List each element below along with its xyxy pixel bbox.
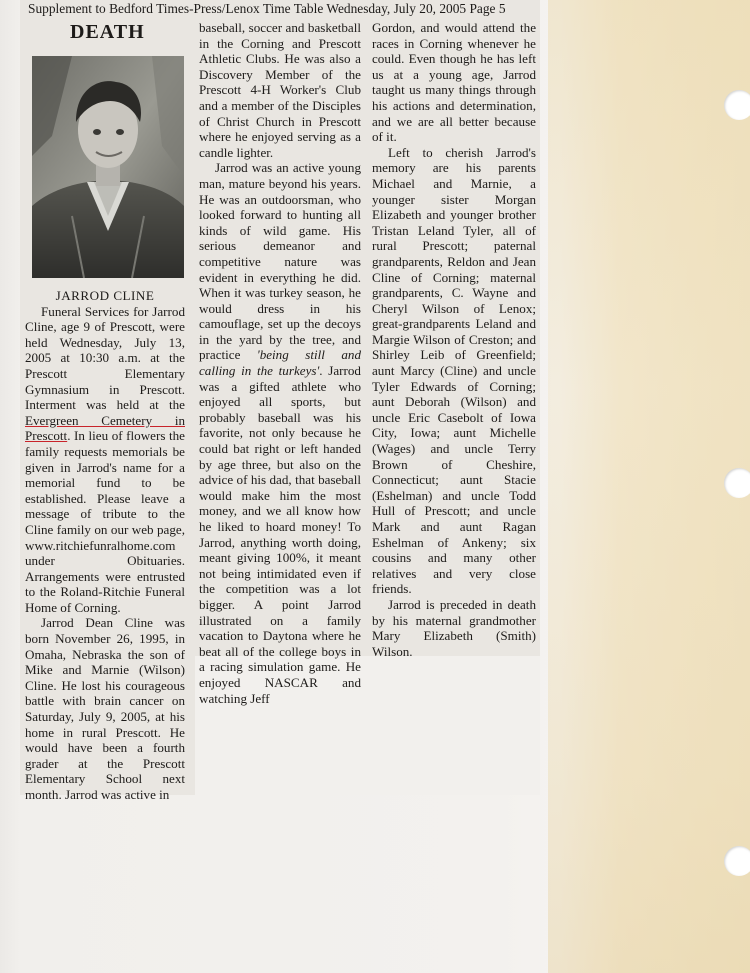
activities-paragraph: baseball, soccer and basketball in the Corning and Prescott Athletic Clubs. He was also a Discovery Member of the Prescott 4-H Worker's Club and a member of the Disciples of Christ Church in Prescott where he enjoyed serving as a candle lighter. bbox=[199, 20, 361, 160]
obituary-column-3 bbox=[372, 20, 536, 659]
punch-hole-top bbox=[724, 90, 750, 120]
punch-hole-middle bbox=[724, 468, 750, 498]
funeral-services-paragraph bbox=[25, 304, 185, 616]
obituary-column-1 bbox=[25, 288, 185, 803]
deceased-name: JARROD CLINE bbox=[55, 288, 155, 303]
punch-hole-bottom bbox=[724, 846, 750, 876]
newspaper-header: Supplement to Bedford Times-Press/Lenox Time Table Wednesday, July 20, 2005 Page 5 bbox=[28, 1, 506, 16]
funeral-text-b: . In lieu of flowers the family requests memorials be given in Jarrod's name for a memorial fund to be established. Please leave a message of tribute to the Cline family on our web page, www.ritchiefunralhome.com under Obituaries. Arrangements were entrusted to the Roland-Ritchie Funeral Home of Corning. bbox=[25, 428, 185, 615]
portrait-photo-icon bbox=[32, 56, 184, 278]
character-text-b: . Jarrod was a gifted athlete who enjoyed all sports, but probably baseball was his favorite, not only because he could bat right or left handed by age three, but also on the advice of his dad, that baseball would make him the most money, and we all know how he liked to hoard money! To Jarrod, anything worth doing, meant giving 100%, it meant not being intimidated even if the competition was a lot bigger. A point Jarrod illustrated on a family vacation to Daytona where he beat all of the college boys in a racing simulation game. He enjoyed NASCAR and watching Jeff bbox=[199, 363, 361, 706]
preceded-paragraph: Jarrod is preceded in death by his maternal grandmother Mary Elizabeth (Smith) Wilson. bbox=[372, 596, 536, 659]
survivors-paragraph: Left to cherish Jarrod's memory are his parents Michael and Marnie, a younger sister Morgan Elizabeth and younger brother Tristan Leland Tyler, all of rural Prescott; paternal grandparents, Reldon and Jean Cline of Corning; maternal grandparents, C. Wayne and Cheryl Wilson of Lenox; great-grandparents Leland and Margie Wilson of Creston; and Shirley Leib of Greenfield; aunt Marcy (Cline) and uncle Tyler Edwards of Corning; aunt Deborah (Wilson) and uncle Eric Casebolt of Iowa City, Iowa; aunt Michelle (Wages) and uncle Terry Brown of Cheshire, Connecticut; aunt Stacie (Eshelman) and uncle Todd Hull of Prescott; and uncle Mark and aunt Ragan Eshelman of Ankeny; six cousins and many other relatives and very close friends. bbox=[372, 144, 536, 597]
character-text-a: Jarrod was an active young man, mature beyond his years. He was an outdoorsman, who looked forward to hunting all kinds of wild game. His serious demeanor and competitive nature was evident in everything he did. When it was turkey season, he would dress in his camouflage, set up the decoys in the yard by the tree, and practice bbox=[199, 160, 361, 363]
underlined-cemetery: Evergreen Cemetery in Prescott bbox=[25, 412, 185, 444]
character-paragraph bbox=[199, 160, 361, 706]
portrait-photo bbox=[32, 56, 184, 278]
paper-stain bbox=[548, 0, 750, 973]
biography-paragraph: Jarrod Dean Cline was born November 26, 1995, in Omaha, Nebraska the son of Mike and Marnie (Wilson) Cline. He lost his courageous battle with brain cancer on Saturday, July 9, 2005, at his home in rural Prescott. He would have been a fourth grader at the Prescott Elementary School next month. Jarrod was active in bbox=[25, 615, 185, 802]
gordon-paragraph: Gordon, and would attend the races in Corning whenever he could. Even though he has left us at a young age, Jarrod taught us many things through his actions and determination, and we are all better because of it. bbox=[372, 20, 536, 145]
funeral-text-a: Funeral Services for Jarrod Cline, age 9 of Prescott, were held Wednesday, July 13, 2005 at 10:30 a.m. at the Prescott Elementary Gymnasium in Prescott. Interment was held at the bbox=[25, 303, 185, 413]
section-title: DEATH bbox=[70, 21, 145, 43]
turkey-quote: 'being still and calling in the turkeys' bbox=[199, 347, 361, 379]
obituary-column-2 bbox=[199, 20, 361, 706]
